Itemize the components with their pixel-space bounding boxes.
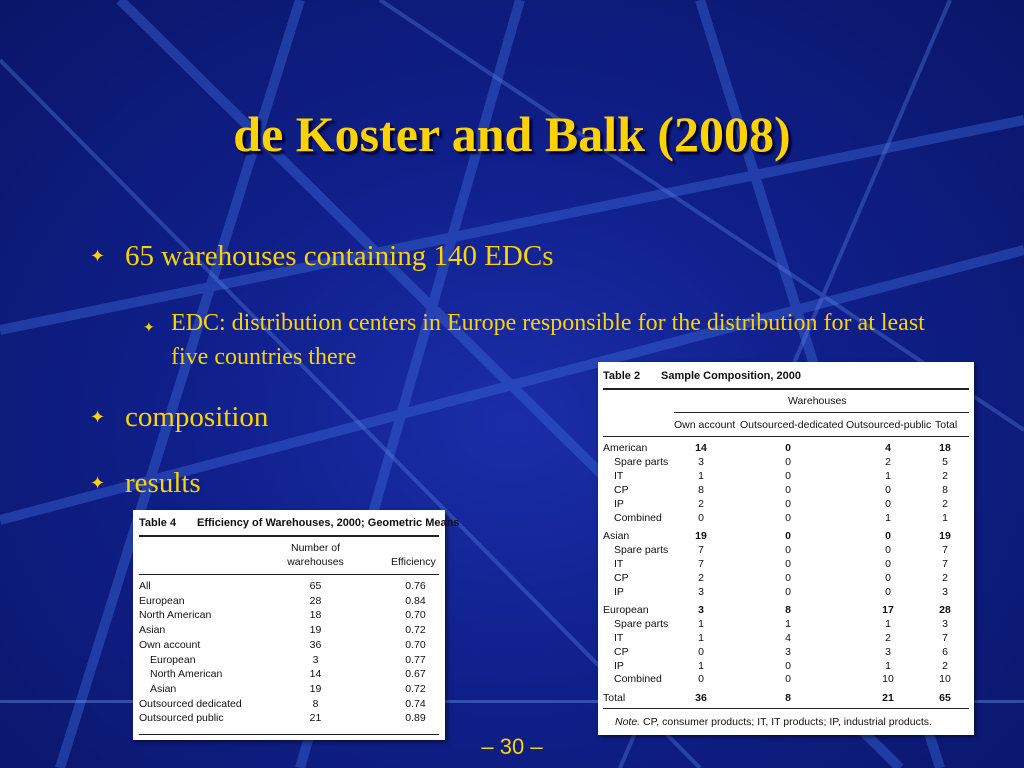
- row-value: 3: [785, 645, 791, 658]
- table2-note: [615, 716, 932, 728]
- row-value: 0: [785, 571, 791, 584]
- row-label: European: [139, 594, 185, 607]
- row-value: 0: [885, 585, 891, 598]
- row-value: 8: [785, 603, 791, 616]
- sub-bullet-star-icon: ✦: [143, 320, 155, 336]
- table-efficiency: [133, 510, 460, 740]
- table2-label: Table 2: [603, 370, 641, 382]
- slide-title: de Koster and Balk (2008): [233, 106, 791, 162]
- row-label: European: [603, 603, 649, 616]
- row-value: 1: [885, 617, 891, 630]
- row-label: IT: [614, 469, 624, 482]
- row-value: 36: [695, 691, 707, 704]
- row-value: 7: [698, 557, 704, 570]
- row-value: 0: [785, 585, 791, 598]
- row-value: 2: [942, 497, 948, 510]
- row-value: 3: [698, 455, 704, 468]
- row-value: 10: [939, 673, 951, 686]
- row-value: 3: [698, 585, 704, 598]
- row-efficiency: 0.74: [405, 697, 426, 710]
- row-value: 7: [942, 557, 948, 570]
- row-efficiency: 0.89: [405, 712, 426, 725]
- bullet-star-icon: ✦: [90, 407, 106, 428]
- row-value: 0: [785, 469, 791, 482]
- row-value: 1: [942, 511, 948, 524]
- row-efficiency: 0.72: [405, 624, 426, 637]
- row-value: 17: [882, 603, 894, 616]
- row-count: 21: [309, 712, 322, 725]
- row-label: American: [603, 442, 648, 454]
- row-efficiency: 0.84: [405, 594, 426, 607]
- table2-note-label: Note.: [615, 716, 641, 728]
- row-value: 2: [942, 571, 948, 584]
- row-value: 0: [885, 529, 891, 542]
- bullet-text: composition: [125, 401, 269, 433]
- row-value: 10: [882, 673, 894, 686]
- row-value: 1: [885, 469, 891, 482]
- row-value: 7: [698, 543, 704, 556]
- row-label: Combined: [614, 511, 662, 524]
- row-value: 2: [698, 497, 704, 510]
- table4-top-rule: [139, 535, 439, 537]
- row-value: 2: [942, 659, 948, 672]
- row-label: IP: [614, 659, 624, 672]
- table2-col-outsourced-dedicated: Outsourced-dedicated: [740, 419, 844, 431]
- row-efficiency: 0.72: [405, 682, 426, 695]
- bullet-star-icon: ✦: [90, 246, 106, 267]
- row-label: Asian: [139, 624, 166, 637]
- bullet-text: results: [125, 467, 201, 499]
- row-label: CP: [614, 571, 629, 584]
- row-value: 0: [885, 483, 891, 496]
- row-efficiency: 0.76: [405, 580, 426, 592]
- row-value: 14: [695, 442, 707, 454]
- page-number: – 30 –: [481, 734, 543, 759]
- row-label: Outsourced public: [139, 712, 224, 725]
- bullet-text: 65 warehouses containing 140 EDCs: [125, 240, 554, 272]
- table4-caption: Efficiency of Warehouses, 2000; Geometric Means: [197, 517, 460, 529]
- row-count: 65: [309, 580, 322, 592]
- row-value: 1: [698, 469, 704, 482]
- row-count: 3: [312, 653, 319, 666]
- row-value: 8: [942, 483, 948, 496]
- row-label: Asian: [603, 529, 630, 542]
- row-count: 19: [309, 682, 322, 695]
- row-label: All: [139, 580, 151, 592]
- row-count: 28: [309, 594, 322, 607]
- row-value: 0: [698, 511, 704, 524]
- row-value: 0: [785, 673, 791, 686]
- row-label: European: [150, 653, 196, 666]
- row-value: 0: [785, 529, 791, 542]
- row-value: 2: [698, 571, 704, 584]
- row-value: 0: [785, 557, 791, 570]
- row-count: 8: [312, 697, 319, 710]
- table2-col-outsourced-public: Outsourced-public: [846, 419, 932, 431]
- row-value: 28: [939, 603, 951, 616]
- table2-col-own-account: Own account: [674, 419, 736, 431]
- row-value: 65: [939, 691, 951, 704]
- row-label: Spare parts: [614, 455, 669, 468]
- table4-col-efficiency: Efficiency: [391, 556, 436, 568]
- table2-header-rule: [603, 436, 969, 437]
- row-value: 0: [785, 455, 791, 468]
- row-value: 1: [698, 659, 704, 672]
- row-value: 0: [785, 659, 791, 672]
- row-value: 0: [785, 543, 791, 556]
- row-value: 1: [885, 659, 891, 672]
- table2-group-header: Warehouses: [788, 395, 847, 407]
- row-count: 19: [309, 624, 322, 637]
- row-label: Spare parts: [614, 543, 669, 556]
- row-value: 0: [885, 497, 891, 510]
- table4-header-rule: [139, 574, 439, 575]
- table2-caption: Sample Composition, 2000: [661, 370, 801, 382]
- sub-bullet-text: EDC: distribution centers in Europe responsible for the distribution for at least five countries there: [171, 310, 925, 370]
- row-count: 36: [309, 638, 322, 651]
- row-value: 2: [885, 455, 891, 468]
- table2-top-rule: [603, 388, 969, 390]
- table2-group-rule: [674, 412, 969, 413]
- row-label: Combined: [614, 673, 662, 686]
- table-sample-composition: [598, 362, 974, 735]
- row-value: 0: [785, 442, 791, 454]
- table2-col-total: Total: [935, 419, 958, 431]
- row-label: IT: [614, 631, 624, 644]
- row-efficiency: 0.70: [405, 609, 426, 622]
- row-label: North American: [150, 668, 223, 681]
- row-value: 0: [785, 511, 791, 524]
- row-label: North American: [139, 609, 212, 622]
- row-value: 7: [942, 631, 948, 644]
- row-value: 3: [942, 585, 948, 598]
- row-efficiency: 0.67: [405, 668, 426, 681]
- table2-bottom-rule: [603, 708, 969, 709]
- row-value: 1: [885, 511, 891, 524]
- row-value: 1: [698, 631, 704, 644]
- row-value: 0: [698, 645, 704, 658]
- row-value: 3: [698, 603, 704, 616]
- row-value: 4: [885, 442, 891, 454]
- row-value: 18: [939, 442, 951, 454]
- row-value: 7: [942, 543, 948, 556]
- row-label: IP: [614, 497, 624, 510]
- row-label: IP: [614, 585, 624, 598]
- row-value: 2: [942, 469, 948, 482]
- bullet-star-icon: ✦: [90, 473, 106, 494]
- row-value: 2: [885, 631, 891, 644]
- row-value: 0: [885, 543, 891, 556]
- row-label: CP: [614, 483, 629, 496]
- row-value: 8: [785, 691, 791, 704]
- row-value: 1: [785, 617, 791, 630]
- table2-note-text: CP, consumer products; IT, IT products; IP, industrial products.: [643, 716, 932, 728]
- row-label: Total: [603, 691, 626, 704]
- row-value: 0: [885, 571, 891, 584]
- row-label: Own account: [139, 638, 201, 651]
- row-label: Outsourced dedicated: [139, 697, 242, 710]
- row-label: Asian: [150, 682, 177, 695]
- row-value: 19: [695, 529, 707, 542]
- row-efficiency: 0.70: [405, 638, 426, 651]
- row-value: 5: [942, 455, 948, 468]
- row-efficiency: 0.77: [405, 653, 426, 666]
- table4-col-count: Number of warehouses: [287, 542, 344, 568]
- row-value: 8: [698, 483, 704, 496]
- row-value: 1: [698, 617, 704, 630]
- row-count: 14: [309, 668, 322, 681]
- row-value: 3: [885, 645, 891, 658]
- row-value: 3: [942, 617, 948, 630]
- row-label: Spare parts: [614, 617, 669, 630]
- row-value: 0: [885, 557, 891, 570]
- row-value: 0: [698, 673, 704, 686]
- row-label: IT: [614, 557, 624, 570]
- row-value: 21: [882, 691, 894, 704]
- row-count: 18: [309, 609, 322, 622]
- row-value: 6: [942, 645, 948, 658]
- row-value: 0: [785, 483, 791, 496]
- row-value: 0: [785, 497, 791, 510]
- row-value: 19: [939, 529, 951, 542]
- table4-label: Table 4: [139, 517, 177, 529]
- row-label: CP: [614, 645, 629, 658]
- row-value: 4: [785, 631, 791, 644]
